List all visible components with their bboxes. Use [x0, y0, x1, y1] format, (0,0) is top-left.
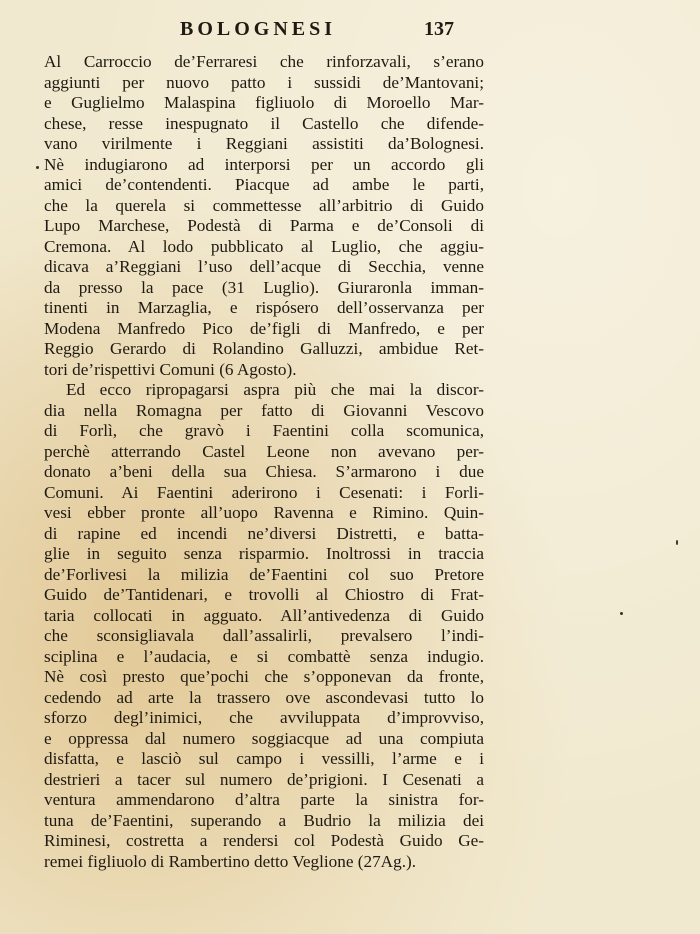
running-head: BOLOGNESI	[180, 18, 337, 40]
text-line: remei figliuolo di Rambertino detto Veglione (27Ag.).	[44, 851, 417, 871]
text-line: aggiunti per nuovo patto i sussidi de’Mantovani;	[44, 72, 484, 92]
text-line: dicava a’Reggiani l’uso dell’acque di Secchia, venne	[44, 257, 484, 276]
text-line: disfatta, e lasciò sul campo i vessilli, l’arme e i	[44, 749, 484, 768]
text-line: cedendo ad arte la trassero ove ascondevasi tutto lo	[44, 687, 484, 707]
text-line: Modena Manfredo Pico de’figli di Manfredo, e per	[44, 318, 484, 338]
body-text	[44, 52, 484, 872]
text-line: sciplina e l’audacia, e si combattè senza indugio.	[44, 646, 484, 666]
text-line: Reggio Gerardo di Rolandino Galluzzi, ambidue Ret-	[44, 339, 484, 358]
ink-speck	[676, 540, 678, 545]
text-line: che sconsigliavala dall’assalirli, prevalsero l’indi-	[44, 626, 484, 645]
text-line: dia nella Romagna per fatto di Giovanni Vescovo	[44, 400, 484, 420]
text-line: glie in seguito senza risparmio. Inoltrossi in traccia	[44, 544, 484, 563]
text-line: Guido de’Tantidenari, e trovolli al Chiostro di Frat-	[44, 585, 484, 604]
text-line: vano virilmente i Reggiani assistiti da’Bolognesi.	[44, 134, 484, 153]
text-line: ventura ammendarono d’altra parte la sinistra for-	[44, 790, 484, 809]
ink-speck	[36, 166, 39, 169]
text-line: Cremona. Al lodo pubblicato al Luglio, che aggiu-	[44, 236, 484, 256]
page-header	[44, 18, 454, 46]
text-line: Ed ecco ripropagarsi aspra più che mai la discor-	[66, 380, 484, 399]
text-line: tuna de’Faentini, superando a Budrio la milizia dei	[44, 810, 484, 830]
text-line: di Forlì, che gravò i Faentini colla scomunica,	[44, 421, 484, 440]
text-line: de’Forlivesi la milizia de’Faentini col suo Pretore	[44, 564, 484, 584]
text-line: e oppressa dal numero soggiacque ad una compiuta	[44, 728, 484, 748]
text-line: e Guglielmo Malaspina figliuolo di Moroello Mar-	[44, 93, 484, 112]
text-line: Nè indugiarono ad interporsi per un accordo gli	[44, 154, 484, 174]
text-line: Riminesi, costretta a rendersi col Podestà Guido Ge-	[44, 831, 484, 850]
page-number: 137	[424, 18, 454, 40]
text-line: sforzo degl’inimici, che avviluppata d’improvviso,	[44, 708, 484, 727]
text-line: vesi ebber pronte all’uopo Ravenna e Rimino. Quin-	[44, 503, 484, 522]
text-line: Lupo Marchese, Podestà di Parma e de’Consoli di	[44, 216, 484, 235]
text-line: da presso la pace (31 Luglio). Giuraronla imman-	[44, 277, 484, 297]
text-line: amici de’contendenti. Piacque ad ambe le parti,	[44, 175, 484, 194]
text-line: donato a’beni della sua Chiesa. S’armarono i due	[44, 462, 484, 481]
text-line: tori de’rispettivi Comuni (6 Agosto).	[44, 359, 297, 379]
text-line: Nè così presto que’pochi che s’opponevan da fronte,	[44, 667, 484, 686]
text-line: Comuni. Ai Faentini aderirono i Cesenati: i Forli-	[44, 482, 484, 502]
text-line: perchè atterrando Castel Leone non avevano per-	[44, 441, 484, 461]
text-line: taria collocati in agguato. All’antivedenza di Guido	[44, 605, 484, 625]
text-line: destrieri a tacer sul numero de’prigioni. I Cesenati a	[44, 769, 484, 789]
text-line: chese, resse inespugnato il Castello che difende-	[44, 113, 484, 133]
ink-speck	[620, 612, 623, 615]
text-line: di rapine ed incendi ne’diversi Distretti, e batta-	[44, 523, 484, 543]
text-line: tinenti in Marzaglia, e rispósero dell’osservanza per	[44, 298, 484, 317]
text-line: Al Carroccio de’Ferraresi che rinforzavali, s’erano	[44, 52, 484, 71]
text-line: che la querela si commettesse all’arbitrio di Guido	[44, 195, 484, 215]
